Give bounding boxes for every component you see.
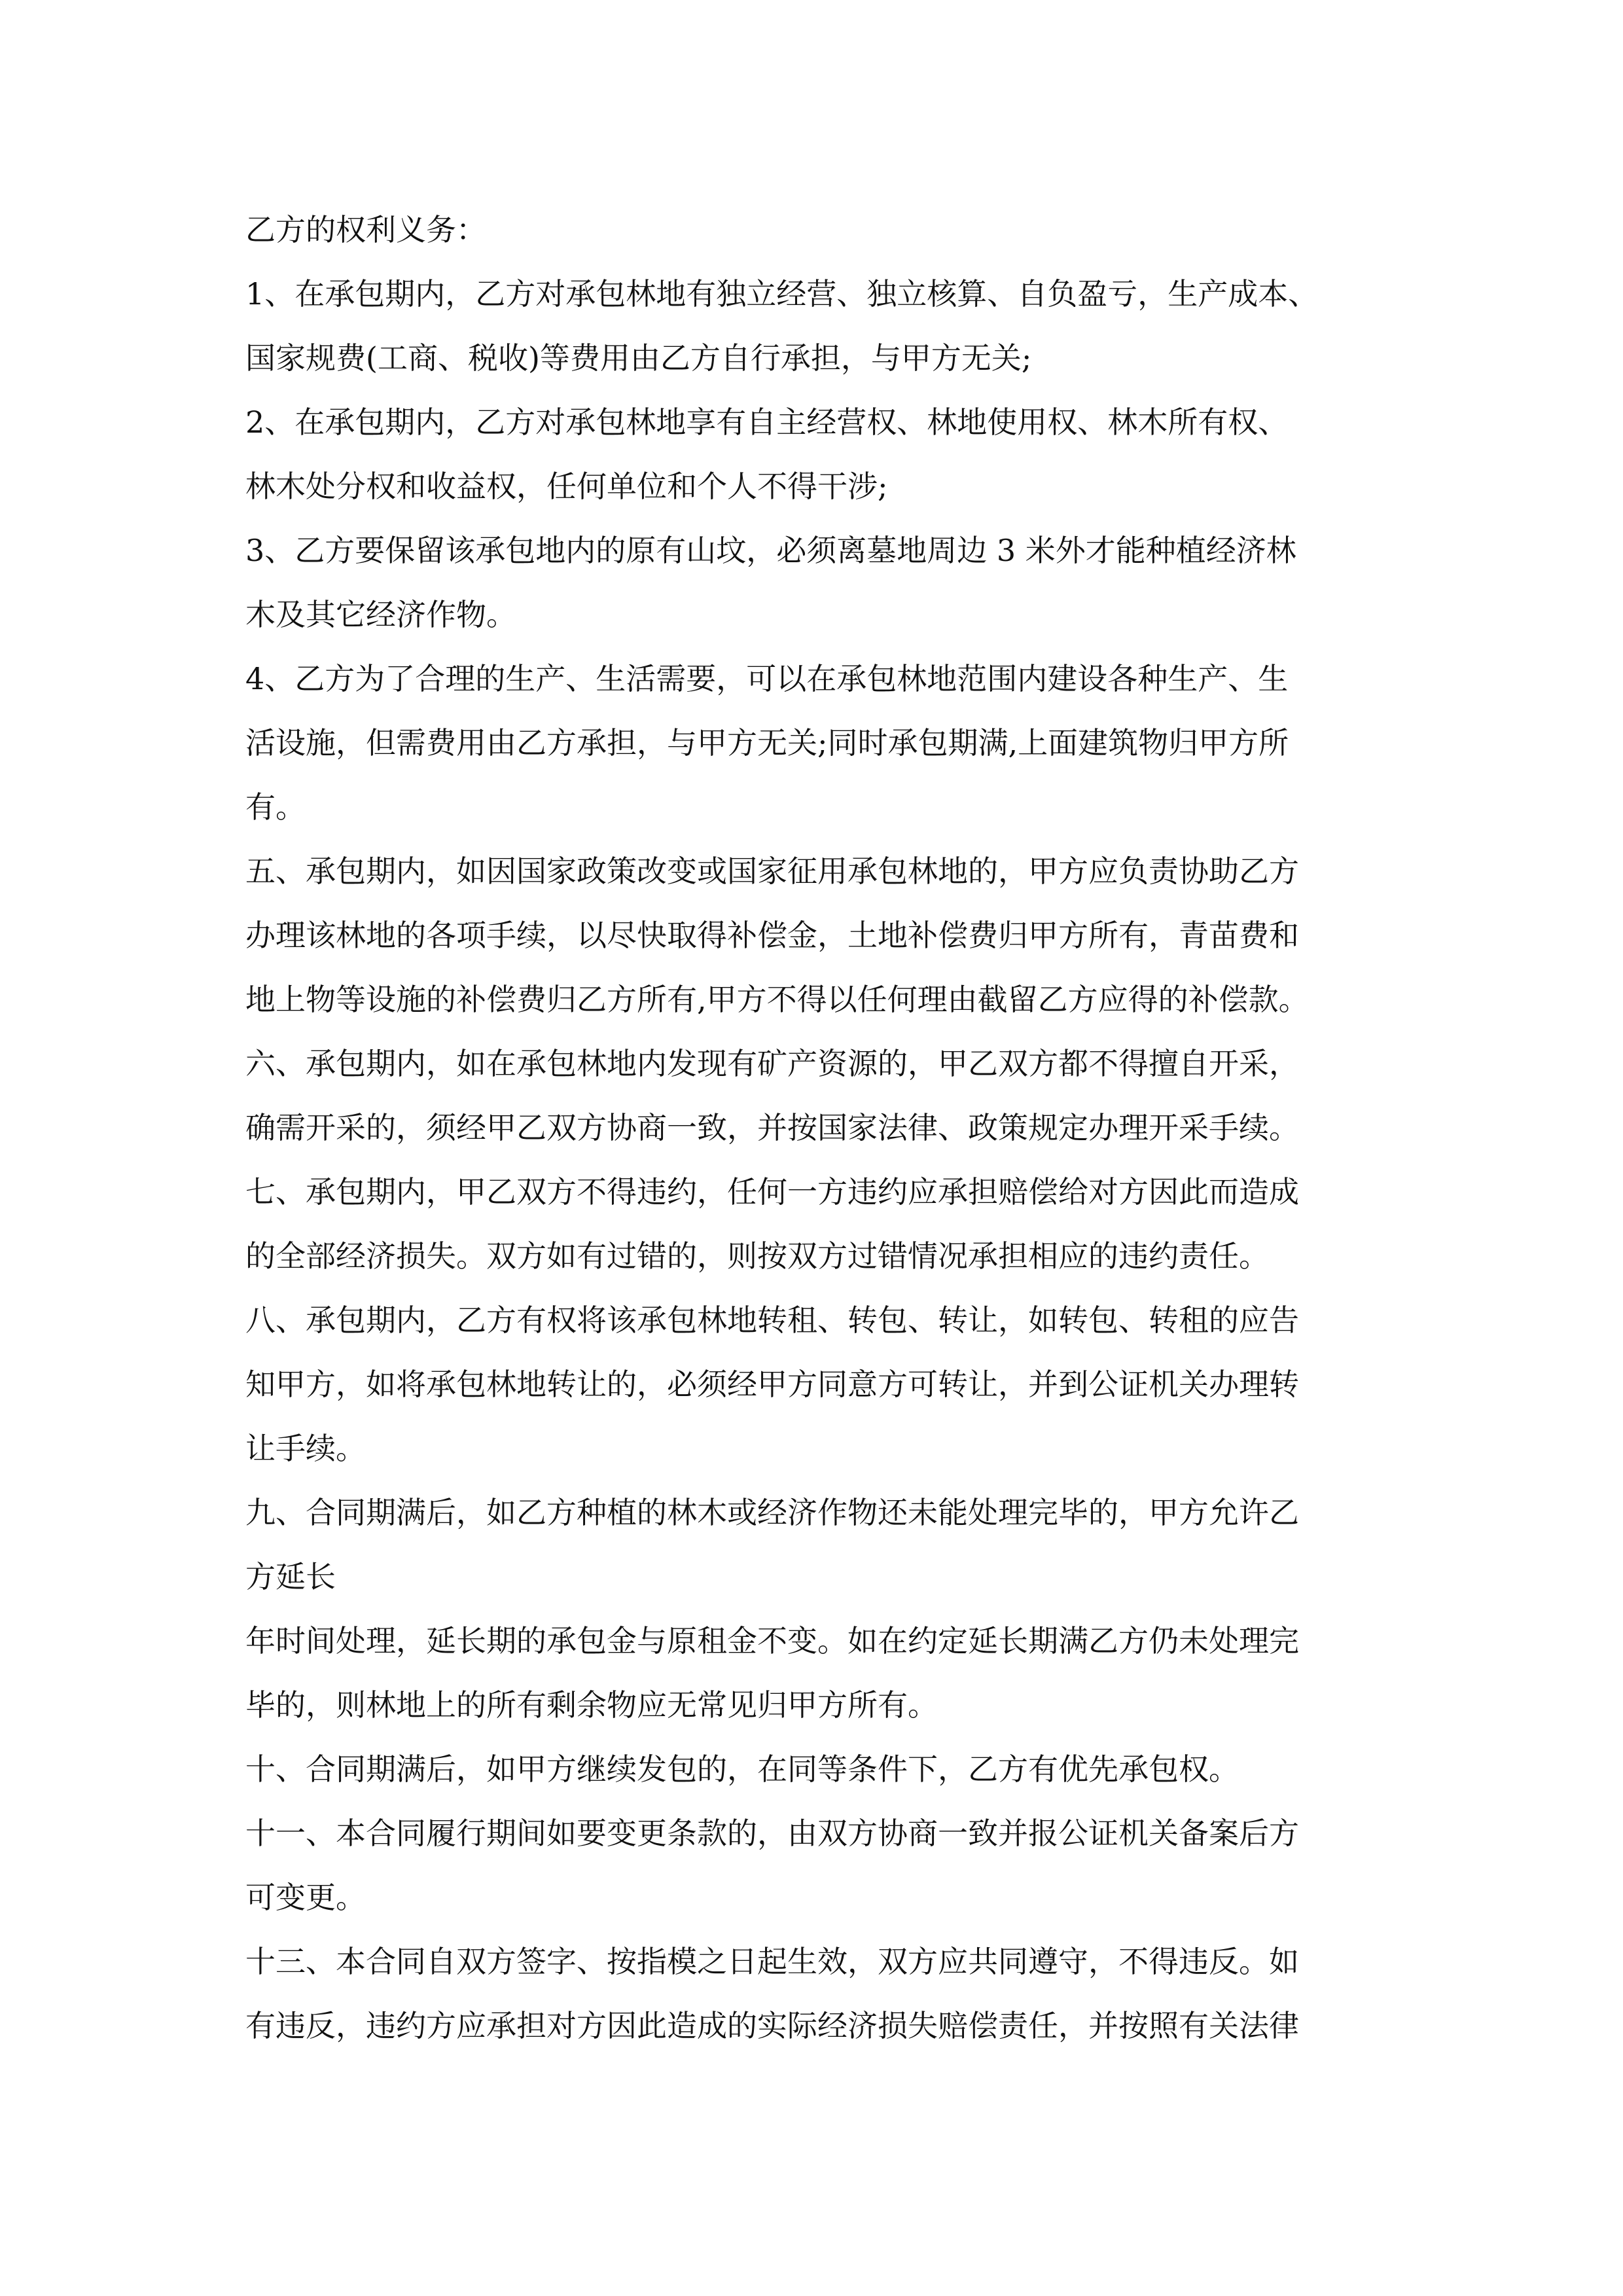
- text-line: 九、合同期满后，如乙方种植的林木或经济作物还未能处理完毕的，甲方允许乙: [245, 1495, 1299, 1530]
- text-line: 确需开采的，须经甲乙双方协商一致，并按国家法律、政策规定办理开采手续。: [245, 1110, 1299, 1145]
- text-line: 地上物等设施的补偿费归乙方所有,甲方不得以任何理由截留乙方应得的补偿款。: [245, 982, 1309, 1017]
- text-line: 1、在承包期内，乙方对承包林地有独立经营、独立核算、自负盈亏，生产成本、: [245, 276, 1319, 312]
- text-line: 可变更。: [245, 1880, 366, 1915]
- contract-text-body: [245, 198, 1384, 2058]
- text-line: 方延长: [245, 1559, 336, 1594]
- text-line: 2、在承包期内，乙方对承包林地享有自主经营权、林地使用权、林木所有权、: [245, 404, 1289, 440]
- text-line: 年时间处理，延长期的承包金与原租金不变。如在约定延长期满乙方仍未处理完: [245, 1623, 1299, 1659]
- text-line: 知甲方，如将承包林地转让的，必须经甲方同意方可转让，并到公证机关办理转: [245, 1367, 1299, 1402]
- text-line: 乙方的权利义务：: [245, 212, 486, 247]
- text-line: 活设施，但需费用由乙方承担，与甲方无关;同时承包期满,上面建筑物归甲方所: [245, 725, 1289, 761]
- text-line: 林木处分权和收益权，任何单位和个人不得干涉;: [245, 469, 888, 504]
- text-line: 七、承包期内，甲乙双方不得违约，任何一方违约应承担赔偿给对方因此而造成: [245, 1174, 1299, 1210]
- text-line: 木及其它经济作物。: [245, 597, 516, 632]
- text-line: 3、乙方要保留该承包地内的原有山坟，必须离墓地周边 3 米外才能种植经济林: [245, 533, 1296, 568]
- text-line: 六、承包期内，如在承包林地内发现有矿产资源的，甲乙双方都不得擅自开采，: [245, 1046, 1299, 1081]
- text-line: 十、合同期满后，如甲方继续发包的，在同等条件下，乙方有优先承包权。: [245, 1751, 1239, 1787]
- text-line: 五、承包期内，如因国家政策改变或国家征用承包林地的，甲方应负责协助乙方: [245, 853, 1299, 889]
- text-line: 4、乙方为了合理的生产、生活需要，可以在承包林地范围内建设各种生产、生: [245, 661, 1289, 696]
- text-line: 十三、本合同自双方签字、按指模之日起生效，双方应共同遵守，不得违反。如: [245, 1944, 1299, 1979]
- text-line: 有违反，违约方应承担对方因此造成的实际经济损失赔偿责任，并按照有关法律: [245, 2008, 1299, 2043]
- text-line: 有。: [245, 789, 306, 825]
- text-line: 十一、本合同履行期间如要变更条款的，由双方协商一致并报公证机关备案后方: [245, 1816, 1299, 1851]
- text-line: 八、承包期内，乙方有权将该承包林地转租、转包、转让，如转包、转租的应告: [245, 1302, 1299, 1338]
- text-line: 国家规费(工商、税收)等费用由乙方自行承担，与甲方无关;: [245, 340, 1032, 376]
- text-line: 办理该林地的各项手续，以尽快取得补偿金，土地补偿费归甲方所有，青苗费和: [245, 918, 1299, 953]
- text-line: 让手续。: [245, 1431, 366, 1466]
- text-line: 的全部经济损失。双方如有过错的，则按双方过错情况承担相应的违约责任。: [245, 1238, 1269, 1274]
- text-line: 毕的，则林地上的所有剩余物应无常见归甲方所有。: [245, 1687, 938, 1723]
